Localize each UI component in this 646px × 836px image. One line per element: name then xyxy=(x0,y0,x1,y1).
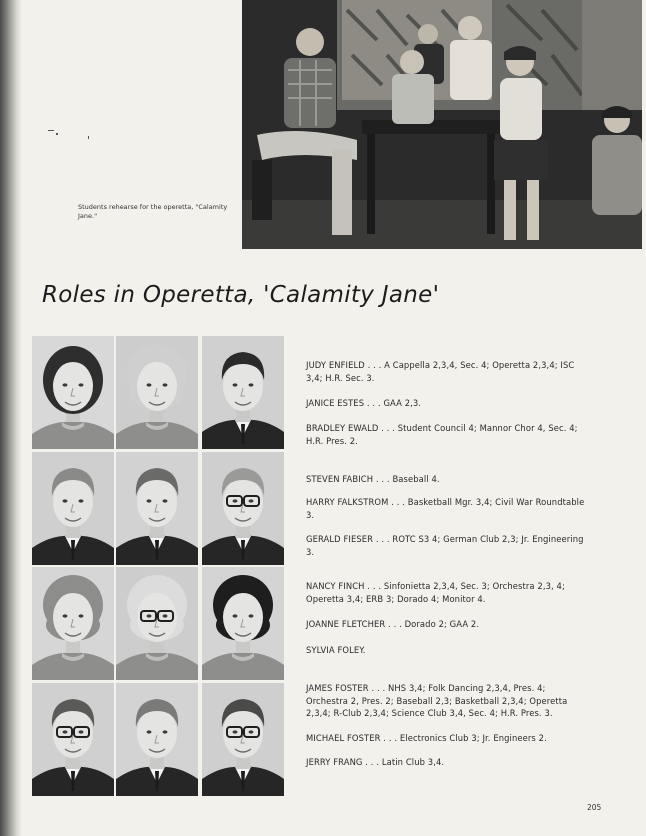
page-heading: Roles in Operetta, 'Calamity Jane' xyxy=(42,282,440,308)
student-entry: JAMES FOSTER . . . NHS 3,4; Folk Dancing 2,3,4, Pres. 4; Orchestra 2, Pres. 2; Baseball 2,3; Basketball 2,3,4; Operetta 2,3,4; R-Club 2,3,4; Science Club 3,4, Sec. 4; H.R. Pres. 3. xyxy=(306,683,568,718)
scan-speck xyxy=(88,136,89,139)
student-entry: NANCY FINCH . . . Sinfonietta 2,3,4, Sec. 3; Orchestra 2,3, 4; Operetta 3,4; ERB 3; Dorado 4; Monitor 4. xyxy=(306,581,565,604)
student-entry: JUDY ENFIELD . . . A Cappella 2,3,4, Sec. 4; Operetta 2,3,4; ISC 3,4; H.R. Sec. 3. xyxy=(306,360,575,383)
student-entry: JANICE ESTES . . . GAA 2,3. xyxy=(306,398,422,408)
student-entry: SYLVIA FOLEY. xyxy=(306,645,366,655)
student-entry: MICHAEL FOSTER . . . Electronics Club 3; Jr. Engineers 2. xyxy=(306,733,547,743)
student-entry: BRADLEY EWALD . . . Student Council 4; Mannor Chor 4, Sec. 4; H.R. Pres. 2. xyxy=(306,423,578,446)
student-entry: JERRY FRANG . . . Latin Club 3,4. xyxy=(306,757,445,767)
photo-caption: Students rehearse for the operetta, "Calamity Jane." xyxy=(78,203,228,220)
student-portrait xyxy=(116,452,198,565)
student-portrait xyxy=(32,452,114,565)
student-portrait xyxy=(202,452,284,565)
student-entry: JOANNE FLETCHER . . . Dorado 2; GAA 2. xyxy=(306,619,480,629)
student-portrait xyxy=(116,683,198,796)
scan-speck xyxy=(48,130,54,131)
student-portrait xyxy=(202,683,284,796)
scan-speck xyxy=(56,133,58,135)
page-number: 205 xyxy=(587,803,602,812)
student-entry: STEVEN FABICH . . . Baseball 4. xyxy=(306,474,440,484)
student-portrait xyxy=(116,567,198,680)
student-entry: HARRY FALKSTROM . . . Basketball Mgr. 3,4; Civil War Roundtable 3. xyxy=(306,497,585,520)
student-portrait xyxy=(202,567,284,680)
student-portrait xyxy=(32,336,114,449)
student-entry: GERALD FIESER . . . ROTC S3 4; German Club 2,3; Jr. Engineering 3. xyxy=(306,534,584,557)
rehearsal-photo xyxy=(242,0,642,249)
student-portrait xyxy=(32,567,114,680)
student-portrait xyxy=(32,683,114,796)
book-binding-shadow xyxy=(0,0,22,836)
student-portrait xyxy=(116,336,198,449)
student-portrait xyxy=(202,336,284,449)
